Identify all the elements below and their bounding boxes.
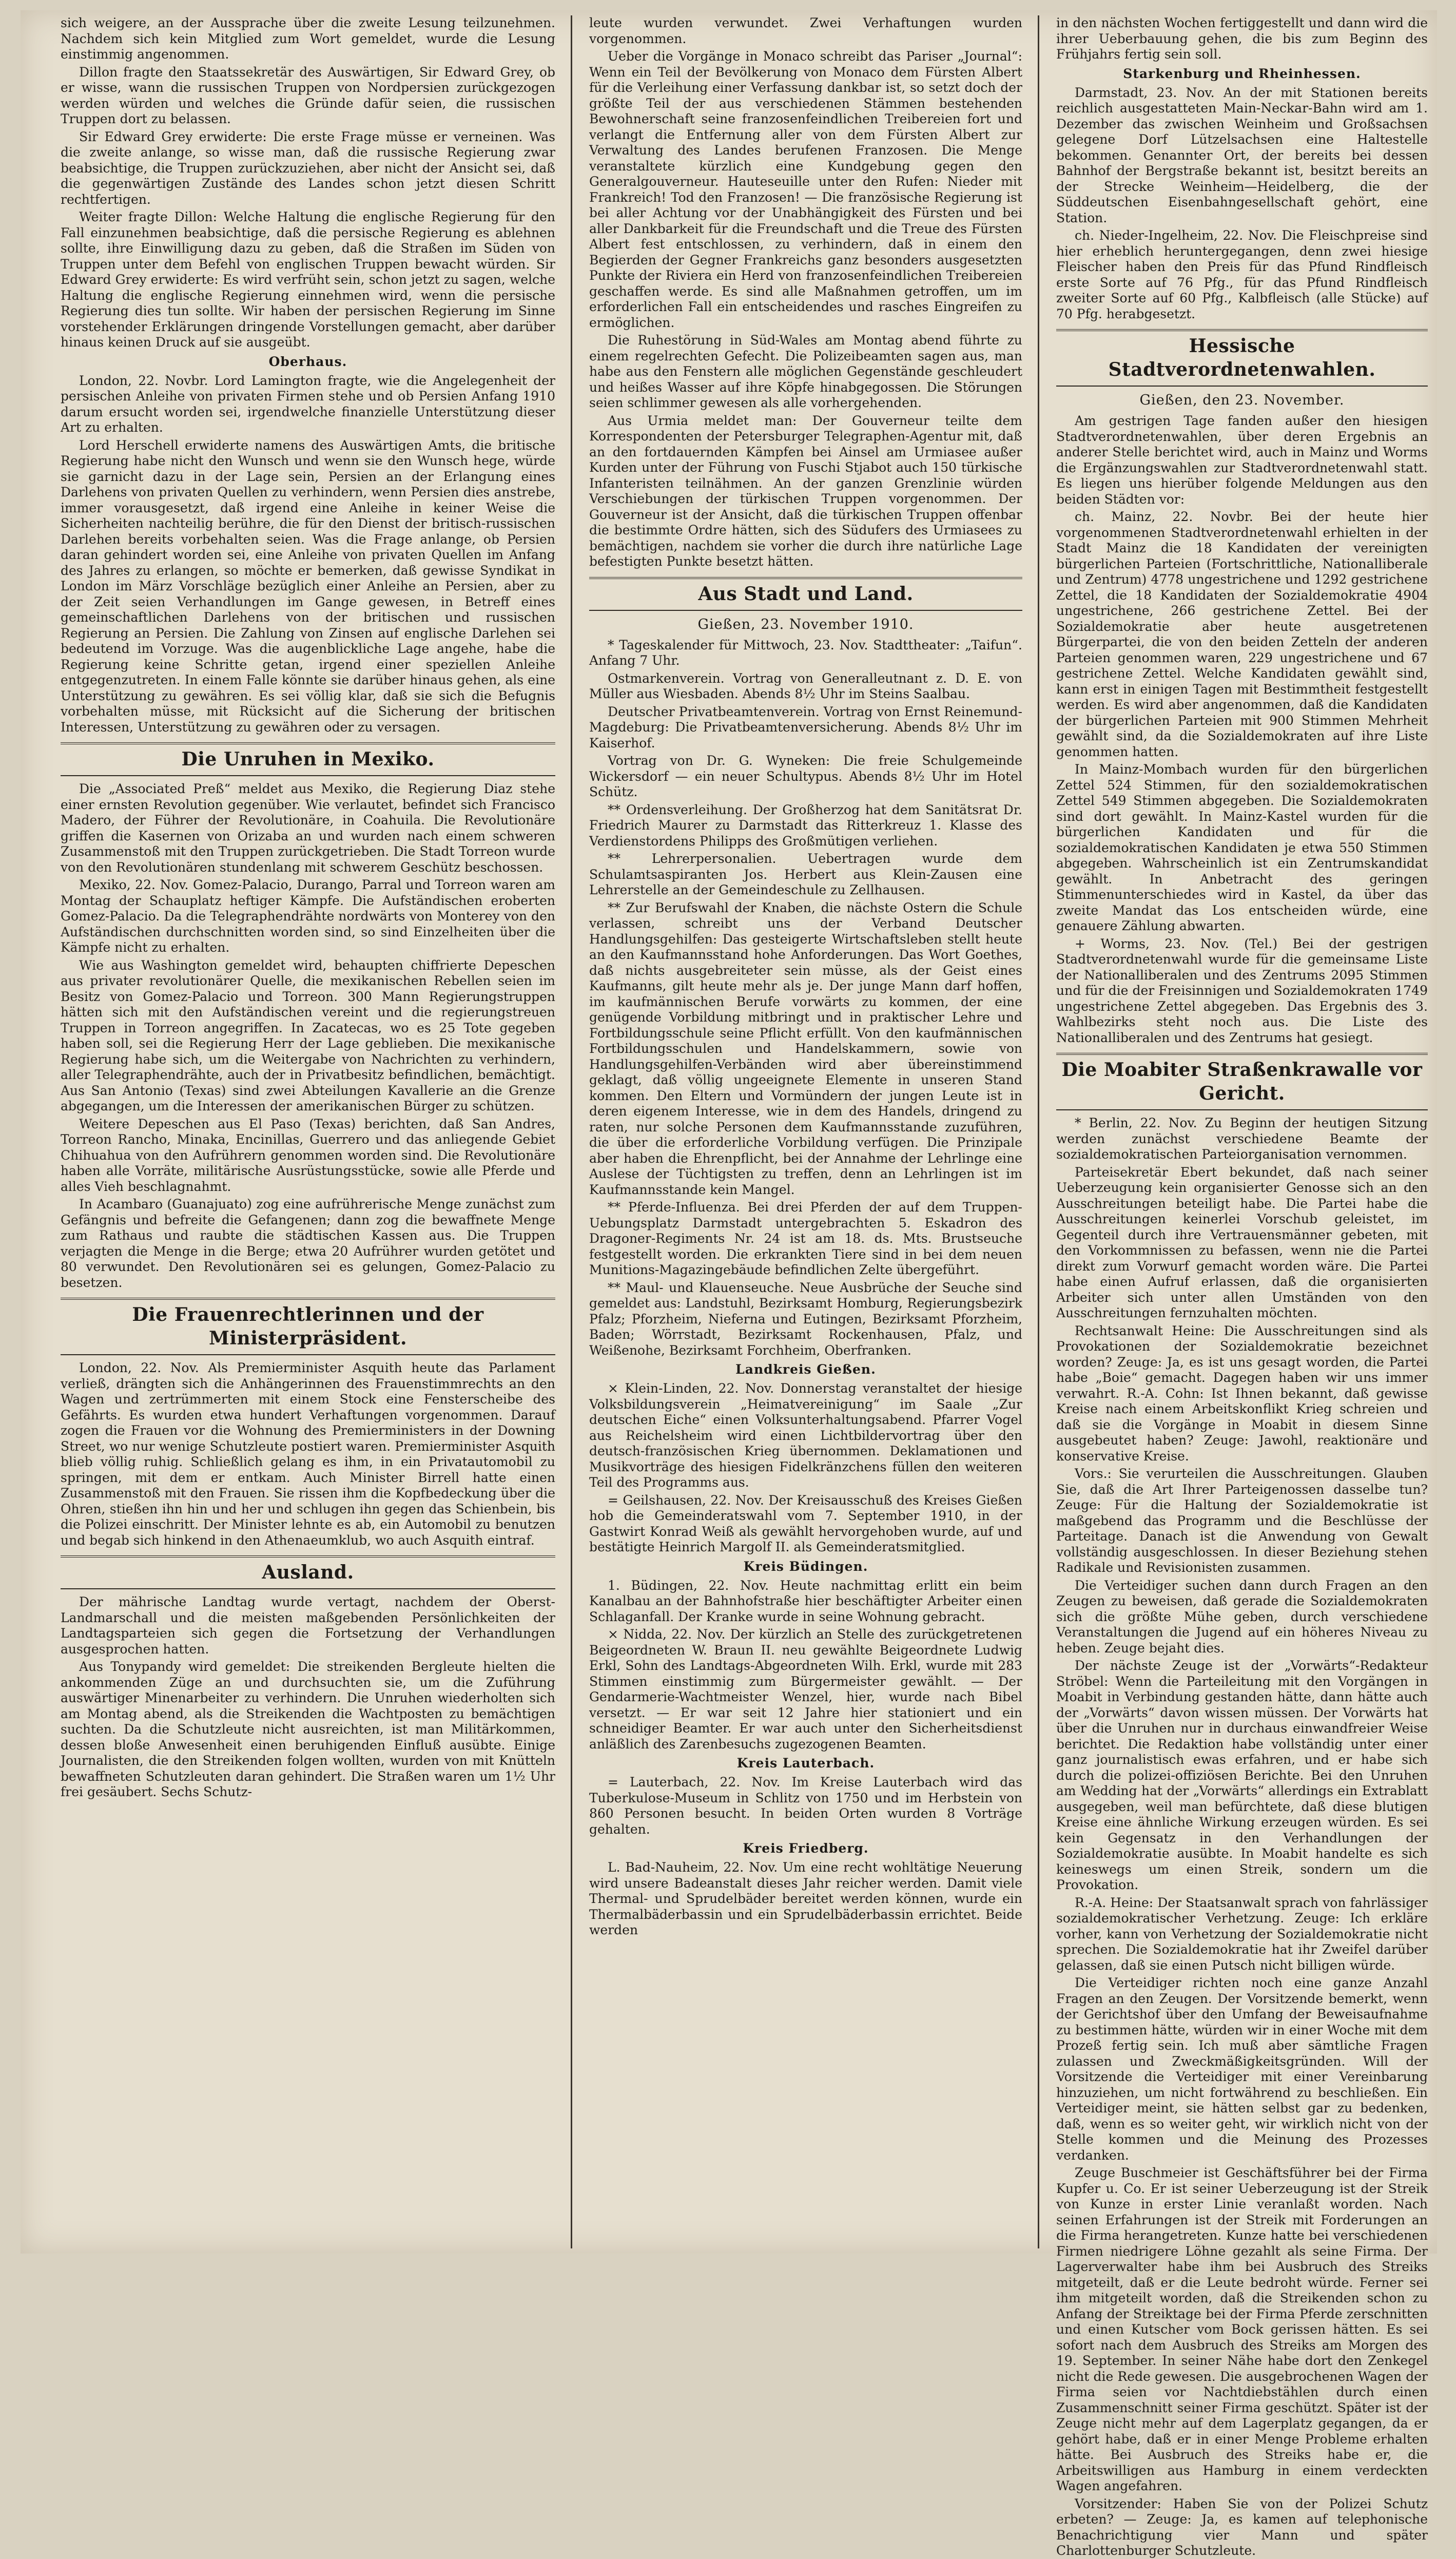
column-rule bbox=[1038, 15, 1039, 2248]
section-subheading: Kreis Lauterbach. bbox=[736, 1756, 875, 1771]
article-headline: Aus Stadt und Land. bbox=[589, 577, 1022, 611]
paragraph: + Worms, 23. Nov. (Tel.) Bei der gestrigen Stadtverordnetenwahl wurde für die gemeinsame Liste der Nationalliberalen und des Zentrums 2095 Stimmen und für die der Freisinnigen und Sozialdemokraten 1749 ungestrichene Zettel abgegeben. Das Ergebnis des 3. Wahlbezirks steht noch aus. Die Liste des Nationalliberalen und des Zentrums hat gesiegt. bbox=[1056, 936, 1428, 1045]
paragraph: Weiter fragte Dillon: Welche Haltung die englische Regierung für den Fall einzunehmen beabsichtige, daß die persische Regierung es ablehnen sollte, ihre Einwilligung dazu zu geben, daß die Straßen im Süden von Truppen unter dem Befehl von englischen Truppen bewacht würden. Sir Edward Grey erwiderte: Es wird verfrüht sein, schon jetzt zu sagen, welche Haltung die englische Regierung einnehmen wird, wenn die persische Regierung dies tun sollte. Wir haben der persischen Regierung im Sinne vorstehender Erklärungen dringende Vorstellungen gemacht, aber darüber hinaus keinen Druck auf sie ausgeübt. bbox=[61, 209, 555, 350]
section-subheading: Kreis Friedberg. bbox=[743, 1841, 869, 1856]
paragraph: Dillon fragte den Staatssekretär des Auswärtigen, Sir Edward Grey, ob er wisse, wann die russischen Truppen von Nordpersien zurückgezogen werden würden und welches die Gründe dafür seien, die russischen Truppen dort zu belassen. bbox=[61, 64, 555, 126]
paragraph: In Acambaro (Guanajuato) zog eine aufrührerische Menge zunächst zum Gefängnis und befreite die Gefangenen; dann zog die bewaffnete Menge zum Rathaus und raubte die städtischen Kassen aus. Die Truppen verjagten die Menge in die Berge; etwa 20 Aufrührer wurden getötet und 80 verwundet. Den Revolutionären sei es gelungen, Gomez-Palacio zu besetzen. bbox=[61, 1197, 555, 1290]
paragraph: Ostmarkenverein. Vortrag von Generalleutnant z. D. E. von Müller aus Wiesbaden. Abends 8½ Uhr im Steins Saalbau. bbox=[589, 670, 1022, 701]
paragraph: London, 22. Nov. Als Premierminister Asquith heute das Parlament verließ, drängten sich die Anhängerinnen des Frauenstimmrechts an den Wagen und zertrümmerten mit einem Stock eine Fensterscheibe des Gefährts. Es wurden etwa hundert Verhaftungen vorgenommen. Darauf zogen die Frauen vor die Wohnung des Premierministers in der Downing Street, wo nur wenige Schutzleute postiert waren. Premierminister Asquith blieb völlig ruhig. Schließlich gelang es ihm, in ein Privatautomobil zu springen, mit dem er entkam. Auch Minister Birrell hatte einen Zusammenstoß mit den Frauen. Sie rissen ihm die Kopfbedeckung über die Ohren, stießen ihn hin und her und schlugen ihn gegen das Schienbein, bis die Polizei einschritt. Der Minister lehnte es ab, ein Automobil zu benutzen und begab sich hinkend in den Athenaeumklub, wo auch Asquith eintraf. bbox=[61, 1360, 555, 1548]
paragraph: Parteisekretär Ebert bekundet, daß nach seiner Ueberzeugung kein organisierter Genosse sich an den Ausschreitungen beteiligt habe. Die Partei habe die Ausschreitungen keinerlei Vorschub geleistet, im Gegenteil durch ihre Vertrauensmänner gebeten, mit den Vorkommnissen zu befassen, wenn nie die Partei direkt zum Vorwurf gemacht worden wäre. Die Partei habe einen Aufruf erlassen, daß die organisierten Arbeiter sich unter allen Umständen von den Ausschreitungen fernzuhalten möchten. bbox=[1056, 1164, 1428, 1320]
paragraph: Weitere Depeschen aus El Paso (Texas) berichten, daß San Andres, Torreon Rancho, Minaka, Encinillas, Guerrero und das anliegende Gebiet Chihuahua von den Aufrührern genommen worden sind. Die Revolutionäre haben alle Vorräte, militärische Ausrüstungsstücke, sowie alle Pferde und alles Vieh beschlagnahmt. bbox=[61, 1116, 555, 1194]
article-headline: Die Moabiter Straßenkrawalle vor Gericht. bbox=[1056, 1053, 1428, 1110]
section-subheading: Oberhaus. bbox=[268, 354, 347, 369]
paragraph: Wie aus Washington gemeldet wird, behaupten chiffrierte Depeschen aus privater revolutionärer Quelle, die mexikanischen Rebellen seien im Besitz von Gomez-Palacio und Torreon. 300 Mann Regierungstruppen hätten sich mit den Aufständischen vereint und die regierungstreuen Truppen in Torreon angegriffen. In Zacatecas, wo es 25 Tote gegeben haben soll, sei die Regierung Herr der Lage geblieben. Die mexikanische Regierung habe sich, um die Weitergabe von Nachrichten zu verhindern, aller Telegraphendrähte, auch der in Privatbesitz befindlichen, bemächtigt. Aus San Antonio (Texas) sind zwei Abteilungen Kavallerie an die Grenze abgegangen, um die Interessen der amerikanischen Bürger zu schützen. bbox=[61, 957, 555, 1113]
paragraph: Die Verteidiger suchen dann durch Fragen an den Zeugen zu beweisen, daß gerade die Sozialdemokraten sich die größte Mühe geben, durch verschiedene Veranstaltungen die Jugend auf ein höheres Niveau zu heben. Zeuge bejaht dies. bbox=[1056, 1577, 1428, 1656]
paragraph: ch. Mainz, 22. Novbr. Bei der heute hier vorgenommenen Stadtverordnetenwahl erhielten in der Stadt Mainz die 18 Kandidaten der vereinigten bürgerlichen Parteien (Fortschrittliche, Nationalliberale und Zentrum) 4778 ungestrichene und 1292 gestrichene Zettel, die 18 Kandidaten der Sozialdemokratie 4904 ungestrichene, 266 gestrichene Zettel. Bei der Sozialdemokratie aber heute ausgetretenen Bürgerpartei, die von den beiden Zetteln der anderen Parteien genommen waren, 229 ungestrichene und 67 gestrichene Zettel. Welche Kandidaten gewählt sind, kann erst in einigen Tagen mit Bestimmtheit festgestellt werden. Es wird aber angenommen, daß die Kandidaten der bürgerlichen Parteien mit 900 Stimmen Mehrheit gewählt sind, da die Sozialdemokraten auf ihre Liste genommen hatten. bbox=[1056, 509, 1428, 759]
paragraph: Die Verteidiger richten noch eine ganze Anzahl Fragen an den Zeugen. Der Vorsitzende bemerkt, wenn der Gerichtshof über den Umfang der Beweisaufnahme zu bestimmen hätte, würden wir in einer Woche mit dem Prozeß fertig sein. Ich muß aber sämtliche Fragen zulassen und Zweckmäßigkeitsgründen. Will der Vorsitzende die Verteidiger mit einer Vereinbarung hinzuziehen, um nicht fortwährend zu beschließen. Ein Verteidiger meint, sie hätten selbst gar zu bedenken, daß, wenn es so weiter geht, wir wirklich nicht von der Stelle kommen und die Meinung des Prozesses verdanken. bbox=[1056, 1975, 1428, 2163]
paragraph: L. Bad-Nauheim, 22. Nov. Um eine recht wohltätige Neuerung wird unsere Badeanstalt dieses Jahr reicher werden. Damit viele Thermal- und Sprudelbäder bereitet werden können, wurde ein Thermalbäderbassin und ein Sprudelbäderbassin errichtet. Beide werden bbox=[589, 1860, 1022, 1937]
paragraph: ** Ordensverleihung. Der Großherzog hat dem Sanitätsrat Dr. Friedrich Maurer zu Darmstadt das Ritterkreuz 1. Klasse des Verdienstordens Philipps des Großmütigen verliehen. bbox=[589, 802, 1022, 849]
paragraph: In Mainz-Mombach wurden für den bürgerlichen Zettel 524 Stimmen, für den sozialdemokratischen Zettel 549 Stimmen abgegeben. Die Sozialdemokraten sind dort gewählt. In Mainz-Kastel wurden für die bürgerlichen Kandidaten und für die sozialdemokratischen Kandidaten je etwa 550 Stimmen abgegeben. Wahrscheinlich ist ein Zentrumskandidat gewählt. In Anbetracht des geringen Stimmenunterschiedes wird in Kastel, da über das zweite Mandat das Los entscheiden würde, eine genauere Zählung abwarten. bbox=[1056, 762, 1428, 933]
paragraph: leute wurden verwundet. Zwei Verhaftungen wurden vorgenommen. bbox=[589, 15, 1022, 46]
paragraph: = Lauterbach, 22. Nov. Im Kreise Lauterbach wird das Tuberkulose-Museum in Schlitz von 1750 und im Herbstein von 860 Personen besucht. In beiden Orten wurden 8 Vorträge gehalten. bbox=[589, 1775, 1022, 1837]
paragraph: ** Pferde-Influenza. Bei drei Pferden der auf dem Truppen-Uebungsplatz Darmstadt untergebrachten 5. Eskadron des Dragoner-Regiments Nr. 24 ist am 18. ds. Mts. Brustseuche festgestellt worden. Die erkrankten Tiere sind in bei dem neuen Munitions-Magazingebäude befindlichen Zelte übergeführt. bbox=[589, 1200, 1022, 1277]
paragraph: Ueber die Vorgänge in Monaco schreibt das Pariser „Journal“: Wenn ein Teil der Bevölkerung von Monaco dem Fürsten Albert für die Verleihung einer Verfassung dankbar ist, so setzt doch der größte Teil der aus verschiedenen Stämmen bestehenden Bewohnerschaft seine franzosenfeindlichen Treibereien fort und verlangt die Entfernung aller von dem Fürsten Albert zur Verwaltung des Landes berufenen Franzosen. Die Menge veranstaltete kürzlich eine Kundgebung gegen den Generalgouverneur. Hauteseuille unter den Rufen: Nieder mit Frankreich! Tod den Franzosen! — Die französische Regierung ist bei aller Achtung vor der Unabhängigkeit des Fürsten und bei aller Dankbarkeit für die Freundschaft und die Treue des Fürsten Albert fest entschlossen, zu verhindern, daß in einem den Begierden der Gegner Frankreichs ganz besonders ausgesetzten Punkte der Riviera ein Herd von franzosenfeindlichen Treibereien geschaffen werde. Es sind alle Maßnahmen getroffen, um im erforderlichen Fall ein entscheidendes und rasches Eingreifen zu ermöglichen. bbox=[589, 49, 1022, 330]
paragraph: Am gestrigen Tage fanden außer den hiesigen Stadtverordnetenwahlen, über deren Ergebnis an anderer Stelle berichtet wird, auch in Mainz und Worms die Ergänzungswahlen zur Stadtverordnetenwahl statt. Es liegen uns hierüber folgende Meldungen aus den beiden Städten vor: bbox=[1056, 413, 1428, 507]
paragraph: * Tageskalender für Mittwoch, 23. Nov. Stadttheater: „Taifun“. Anfang 7 Uhr. bbox=[589, 637, 1022, 668]
paragraph: Zeuge Buschmeier ist Geschäftsführer bei der Firma Kupfer u. Co. Er ist seiner Ueberzeugung ist der Streik von Kunze in erster Linie veranlaßt worden. Nach seinen Erfahrungen ist der Streik mit Forderungen an die Firma herangetreten. Kunze hatte bei verschiedenen Firmen niedrigere Löhne gezahlt als seine Firma. Der Lagerverwalter habe ihm bei Ausbruch des Streiks mitgeteilt, daß er die Leute bedroht würde. Ferner sei ihm mitgeteilt worden, daß die Streikenden schon zu Anfang der Streiktage bei der Firma Pferde zerschnitten und einen Kutscher vom Bock gerissen hätten. Es sei sofort nach dem Ausbruch des Streiks am Morgen des 19. September. In seiner Nähe habe dort den Zenkegel nicht die Rede gewesen. Die ausgebrochenen Wagen der Firma seien vor Nachtdiebstählen durch einen Zusammenschnitt seiner Firma geschützt. Später ist der Zeuge nicht mehr auf dem Lagerplatz gegangen, da er gehört habe, daß er in einer Menge Probleme erhalten hätte. Bei Ausbruch des Streiks habe er, die Arbeitswilligen aus Hamburg in einem verdeckten Wagen angefahren. bbox=[1056, 2165, 1428, 2493]
paragraph: Aus Urmia meldet man: Der Gouverneur teilte dem Korrespondenten der Petersburger Telegraphen-Agentur mit, daß an den fortdauernden Kämpfen bei Ainsel am Urmiasee außer Kurden unter der Führung von Fuschi Stjabot auch 150 türkische Infanteristen teilnähmen. An der ganzen Grenzlinie würden Verschiebungen der türkischen Truppen vorgenommen. Der Gouverneur ist der Ansicht, daß die türkischen Truppen offenbar die bestimmte Ordre hätten, sich des Südufers des Urmiasees zu bemächtigen, nachdem sie vorher die durch ihre natürliche Lage befestigten Punkte besetzt hätten. bbox=[589, 413, 1022, 569]
article-headline: Ausland. bbox=[61, 1555, 555, 1589]
article-headline: Hessische Stadtverordnetenwahlen. bbox=[1056, 329, 1428, 387]
article-headline: Die Frauenrechtlerinnen und der Ministerpräsident. bbox=[61, 1298, 555, 1355]
paragraph: ** Lehrerpersonalien. Uebertragen wurde dem Schulamtsaspiranten Jos. Herbert aus Klein-Zausen eine Lehrerstelle an der Gemeindeschule zu Zellhausen. bbox=[589, 851, 1022, 897]
dateline: Gießen, 23. November 1910. bbox=[697, 616, 914, 632]
paragraph: Rechtsanwalt Heine: Die Ausschreitungen sind als Provokationen der Sozialdemokratie bezeichnet worden? Zeuge: Ja, es ist uns gesagt worden, die Partei habe „Boie“ gemacht. Dagegen haben wir uns immer verwahrt. R.-A. Cohn: Ist Ihnen bekannt, daß gewisse Kreise nach einem Arbeitskonflikt Krieg schreien und daß sie die Vorgänge in Moabit in diesem Sinne ausgebeutet haben? Zeuge: Jawohl, reaktionäre und konservative Kreise. bbox=[1056, 1323, 1428, 1464]
paragraph: Der mährische Landtag wurde vertagt, nachdem der Oberst-Landmarschall und die meisten maßgebenden Persönlichkeiten der Landtagsparteien sich gegen die Fortsetzung der Verhandlungen ausgesprochen hatten. bbox=[61, 1594, 555, 1657]
paragraph: × Klein-Linden, 22. Nov. Donnerstag veranstaltet der hiesige Volksbildungsverein „Heimatvereinigung“ im Saale „Zur deutschen Eiche“ einen Volksunterhaltungsabend. Pfarrer Vogel aus Reichelsheim wird einen Lichtbildervortrag über den deutsch-französischen Krieg übernommen. Deklamationen und Musikvorträge des hiesigen Fidelkränzchens füllen den weiteren Teil des Programms aus. bbox=[589, 1381, 1022, 1490]
paragraph: Vortrag von Dr. G. Wyneken: Die freie Schulgemeinde Wickersdorf — ein neuer Schultypus. Abends 8½ Uhr im Hotel Schütz. bbox=[589, 753, 1022, 799]
paragraph: R.-A. Heine: Der Staatsanwalt sprach von fahrlässiger sozialdemokratischer Verhetzung. Zeuge: Ich erkläre vorher, kann von Verhetzung der Sozialdemokratie nicht sprechen. Die Sozialdemokratie hat ihr Zweifel darüber gelassen, daß sie einen Putsch nicht billigen würde. bbox=[1056, 1895, 1428, 1973]
paragraph: sich weigere, an der Aussprache über die zweite Lesung teilzunehmen. Nachdem sich kein Mitglied zum Wort gemeldet, wurde die Lesung einstimmig angenommen. bbox=[61, 15, 555, 62]
paragraph: Der nächste Zeuge ist der „Vorwärts“-Redakteur Ströbel: Wenn die Parteileitung mit den Vorgängen in Moabit in Verbindung gestanden hätte, dann hätte auch der „Vorwärts“ davon wissen müssen. Der Vorwärts hat über die Unruhen nur in durchaus einwandfreier Weise berichtet. Die Redaktion habe vollständig unter einer ganz journalistisch ewas erfahren, und er habe sich durch die polizei-offiziösen Berichte. Bei den Unruhen am Wedding hat der „Vorwärts“ allerdings ein Extrablatt ausgegeben, weil man befürchtete, daß diese blutigen Kreise eine ähnliche Wirkung erzeugen würden. Es sei kein Gegensatz in den Verhandlungen der Sozialdemokratie ausübte. In Moabit handelte es sich keineswegs um einen Streik, sondern um die Provokation. bbox=[1056, 1658, 1428, 1892]
paragraph: = Geilshausen, 22. Nov. Der Kreisausschuß des Kreises Gießen hob die Gemeinderatswahl vom 7. September 1910, in der Gastwirt Konrad Weiß als gewählt hervorgehoben wurde, auf und bestätigte Heinrich Margolf II. als Gemeinderatsmitglied. bbox=[589, 1492, 1022, 1554]
paragraph: ch. Nieder-Ingelheim, 22. Nov. Die Fleischpreise sind hier erheblich heruntergegangen, denn zwei hiesige Fleischer haben den Preis für das Pfund Rindfleisch erste Sorte auf 76 Pfg., für das Pfund Rindfleisch zweiter Sorte auf 60 Pfg., Kalbfleisch (alle Stücke) auf 70 Pfg. herabgesetzt. bbox=[1056, 228, 1428, 321]
paragraph: Mexiko, 22. Nov. Gomez-Palacio, Durango, Parral und Torreon waren am Montag der Schauplatz heftiger Kämpfe. Die Aufständischen eroberten Gomez-Palacio. Da die Telegraphendrähte nordwärts von Monterey von den Aufständischen durchschnitten worden sind, so sind Einzelheiten über die Kämpfe nicht zu erhalten. bbox=[61, 877, 555, 955]
column-rule bbox=[571, 15, 572, 2248]
dateline: Gießen, den 23. November. bbox=[1139, 392, 1345, 408]
paragraph: Lord Herschell erwiderte namens des Auswärtigen Amts, die britische Regierung habe nicht den Wunsch und wenn sie den Wunsch hege, würde sie garnicht dazu in der Lage sein, Persien an der Erlangung eines Darlehens von privaten Quellen zu verhindern, wenn Persien dies anstrebe, immer vorausgesetzt, daß irgend eine Anleihe in keiner Weise die Sicherheiten nachteilig berühre, die für den Dienst der britisch-russischen Darlehen bereits vorbehalten seien. Was die Frage anlange, ob Persien daran gehindert worden sei, eine Anleihe von privaten Quellen im Anfang des Jahres zu erlangen, so möchte er bemerken, daß gewisse Syndikat in London im März Vorschläge bezüglich einer Anleihe an Persien, aber zu der Zeit seien Verhandlungen im Gange gewesen, in Betreff eines gemeinschaftlichen Darlehens von der britischen und russischen Regierung an Persien. Die Zahlung von Zinsen auf englische Darlehen sei bedeutend im Vorzuge. Was die augenblickliche Lage angehe, habe die Regierung keine Schritte getan, irgend einer speziellen Anleihe entgegenzutreten. In einem Falle könnte sie darüber hinaus gehen, als eine Unterstützung zu gewähren. Es sei völlig klar, daß sie sich die Befugnis vorbehalten müsse, mit Rücksicht auf die Sicherung der britischen Interessen, Unterstützung zu gewähren oder zu versagen. bbox=[61, 437, 555, 735]
column-2 bbox=[580, 15, 1032, 2248]
article-headline: Die Unruhen in Mexiko. bbox=[61, 742, 555, 776]
section-subheading: Landkreis Gießen. bbox=[735, 1362, 876, 1377]
paragraph: Aus Tonypandy wird gemeldet: Die streikenden Bergleute hielten die ankommenden Züge an und durchsuchten sie, um die Zuführung auswärtiger Minenarbeiter zu verhindern. Die Unruhen wiederholten sich am Montag abend, als die Streikenden die Wachtposten zu bemächtigen suchten. Da die Schutzleute nicht ausreichten, ist man Militärkommen, dessen bloße Anwesenheit einen beruhigenden Einfluß ausübte. Einige Journalisten, die den Streikenden folgen wollten, wurden von mit Knütteln bewaffneten Schutzleuten daran gehindert. Die Straßen waren um 1½ Uhr frei gesäubert. Sechs Schutz- bbox=[61, 1659, 555, 1799]
column-3 bbox=[1047, 15, 1437, 2558]
newspaper-page bbox=[21, 10, 1437, 2558]
paragraph: 1. Büdingen, 22. Nov. Heute nachmittag erlitt ein beim Kanalbau an der Bahnhofstraße hier beschäftigter Arbeiter einen Schlaganfall. Der Kranke wurde in seine Wohnung gebracht. bbox=[589, 1577, 1022, 1624]
paragraph: ** Maul- und Klauenseuche. Neue Ausbrüche der Seuche sind gemeldet aus: Landstuhl, Bezirksamt Homburg, Regierungsbezirk Pfalz; Pforzheim, Nieferna und Eutingen, Bezirksamt Pforzheim, Baden; Wörrstadt, Bezirksamt Rockenhausen, Pfalz, und Weißenohe, Bezirksamt Forchheim, Oberfranken. bbox=[589, 1280, 1022, 1358]
paragraph: London, 22. Novbr. Lord Lamington fragte, wie die Angelegenheit der persischen Anleihe von privaten Firmen stehe und ob Persien Anfang 1910 darum ersucht worden sei, irgendwelche finanzielle Unterstützung dieser Art zu erhalten. bbox=[61, 373, 555, 435]
paragraph: ** Zur Berufswahl der Knaben, die nächste Ostern die Schule verlassen, schreibt uns der Verband Deutscher Handlungsgehilfen: Das gesteigerte Wirtschaftsleben stellt heute an den Kaufmannsstand hohe Anforderungen. Das Wort Goethes, daß nichts ausgebreiteter sein müsse, als der Geist eines Kaufmanns, gilt heute mehr als je. Der junge Mann darf hoffen, im kaufmännischen Berufe vorwärts zu kommen, der eine genügende Vorbildung mitbringt und in praktischer Lehre und Fortbildungsschule seine Pflicht erfüllt. Von den kaufmännischen Fortbildungsschulen und Handelskammern, sowie von Handlungsgehilfen-Verbänden wird aber übereinstimmend geklagt, daß völlig ungeeignete Elemente in unseren Stand kommen. Den Eltern und Vormündern der jungen Leute ist in deren eigenem Interesse, wie in dem des Handels, dringend zu raten, nur solche Personen dem Kaufmannsstande zuzuführen, die über die erforderliche Vorbildung verfügen. Die Prinzipale aber haben die Ehrenpflicht, bei der Annahme der Lehrlinge eine Auslese der Tüchtigsten zu treffen, denn an Lehrlingen ist im Kaufmannsstande kein Mangel. bbox=[589, 900, 1022, 1197]
paragraph: Darmstadt, 23. Nov. An der mit Stationen bereits reichlich ausgestatteten Main-Neckar-Bahn wird am 1. Dezember das zwischen Weinheim und Großsachsen gelegene Dorf Lützelsachsen eine Haltestelle bekommen. Genannter Ort, der bereits bei dessen Bahnhof der Bergstraße bekannt ist, besitzt bereits an der Strecke Weinheim—Heidelberg, die der Süddeutschen Eisenbahngesellschaft gehört, eine Station. bbox=[1056, 85, 1428, 225]
paragraph: * Berlin, 22. Nov. Zu Beginn der heutigen Sitzung werden zunächst verschiedene Beamte der sozialdemokratischen Parteiorganisation vernommen. bbox=[1056, 1115, 1428, 1162]
section-subheading: Starkenburg und Rheinhessen. bbox=[1123, 66, 1361, 81]
paragraph: Sir Edward Grey erwiderte: Die erste Frage müsse er verneinen. Was die zweite anlange, so wisse man, daß die russische Regierung zwar beabsichtige, die Truppen zurückzuziehen, aber nicht der Ansicht sei, daß die gegenwärtigen Zustände des Landes schon jetzt diesen Schritt rechtfertigen. bbox=[61, 129, 555, 207]
section-subheading: Kreis Büdingen. bbox=[743, 1559, 868, 1574]
paragraph: Die Ruhestörung in Süd-Wales am Montag abend führte zu einem regelrechten Gefecht. Die Polizeibeamten sagen aus, man habe aus den Fenstern alle möglichen Gegenstände geschleudert und heißes Wasser auf ihre Köpfe hinabgegossen. Die Störungen seien schlimmer gewesen als alle vorhergehenden. bbox=[589, 333, 1022, 410]
paragraph: in den nächsten Wochen fertiggestellt und dann wird die ihrer Ueberbauung gehen, die bis zum Beginn des Frühjahrs fertig sein soll. bbox=[1056, 15, 1428, 62]
paragraph: Vors.: Sie verurteilen die Ausschreitungen. Glauben Sie, daß die Art Ihrer Parteigenossen dasselbe tun? Zeuge: Für die Haltung der Sozialdemokratie ist maßgebend das Programm und die Beschlüsse der Parteitage. Danach ist die Anwendung von Gewalt vollständig ausgeschlossen. In dieser Beziehung stehen Radikale und Revisionisten zusammen. bbox=[1056, 1466, 1428, 1575]
paragraph: × Nidda, 22. Nov. Der kürzlich an Stelle des zurückgetretenen Beigeordneten W. Braun II. neu gewählte Beigeordnete Ludwig Erkl, Sohn des Landtags-Abgeordneten Wilh. Erkl, wurde mit 283 Stimmen einstimmig zum Bürgermeister gewählt. — Der Gendarmerie-Wachtmeister Wenzel, hier, wurde nach Bibel versetzt. — Er war seit 12 Jahre hier stationiert und ein schneidiger Beamter. Er war auch unter den Sicherheitsdienst anläßlich des Zarenbesuchs zugezogenen Beamten. bbox=[589, 1627, 1022, 1752]
column-1 bbox=[51, 15, 565, 2248]
paragraph: Deutscher Privatbeamtenverein. Vortrag von Ernst Reinemund-Magdeburg: Die Privatbeamtenversicherung. Abends 8½ Uhr im Kaiserhof. bbox=[589, 704, 1022, 751]
paragraph: Die „Associated Preß“ meldet aus Mexiko, die Regierung Diaz stehe einer ernsten Revolution gegenüber. Wie verlautet, befindet sich Francisco Madero, der Führer der Revolutionäre, in Coahuila. Die Revolutionäre griffen die Kasernen von Orizaba an und wurden nach einem schweren Zusammenstoß mit den Truppen zurückgetrieben. Die Stadt Torreon wurde von den Revolutionären stundenlang mit schwerem Geschütz beschossen. bbox=[61, 781, 555, 875]
paragraph: Vorsitzender: Haben Sie von der Polizei Schutz erbeten? — Zeuge: Ja, es kamen auf telephonische Benachrichtigung vier Mann und später Charlottenburger Schutzleute. bbox=[1056, 2496, 1428, 2558]
